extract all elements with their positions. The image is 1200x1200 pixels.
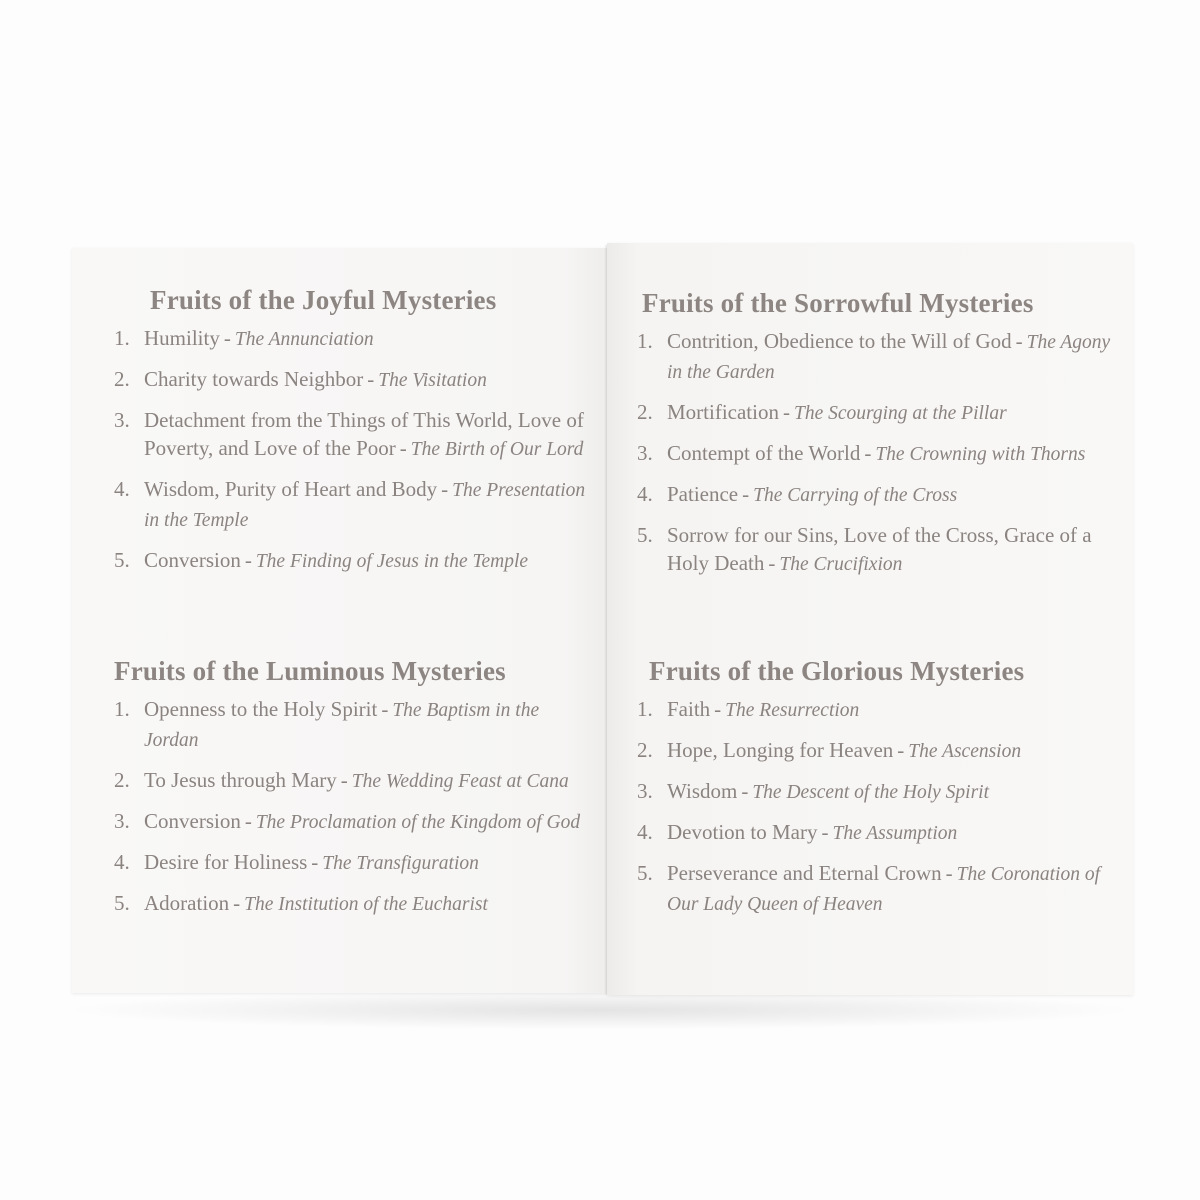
mystery-text: The Proclamation of the Kingdom of God (255, 812, 581, 833)
mystery-text: The Institution of the Eucharist (244, 894, 488, 915)
fruit-text: Faith (667, 697, 711, 721)
list-item: 2. Mortification - The Scourging at the Pillar (637, 400, 1007, 424)
list-item: 4. Devotion to Mary - The Assumption (637, 820, 958, 844)
item-number: 1. (114, 697, 130, 721)
list-item: 5. Adoration - The Institution of the Eucharist (114, 891, 488, 915)
list-item: 2. Charity towards Neighbor - The Visitation (114, 367, 487, 391)
fruit-text: Hope, Longing for Heaven (667, 738, 894, 762)
sorrowful-heading: Fruits of the Sorrowful Mysteries (642, 288, 1034, 318)
fruit-text: Conversion (144, 809, 241, 833)
item-number: 1. (114, 326, 130, 350)
item-number: 3. (637, 779, 653, 803)
mystery-text: The Carrying of the Cross (753, 485, 958, 506)
luminous-heading: Fruits of the Luminous Mysteries (114, 656, 506, 686)
left-page (72, 248, 607, 993)
list-item: 1. Humility - The Annunciation (114, 326, 374, 350)
item-number: 5. (114, 891, 130, 915)
fruit-text: Adoration (144, 891, 230, 915)
mystery-text: The Agony in the Garden (667, 332, 1111, 383)
mystery-text: The Baptism in the Jordan (144, 700, 540, 751)
mystery-text: The Scourging at the Pillar (793, 403, 1007, 424)
list-item: 2. To Jesus through Mary - The Wedding Feast at Cana (114, 768, 569, 792)
fruit-text: Wisdom, Purity of Heart and Body (144, 477, 438, 501)
fruit-text: Charity towards Neighbor (144, 367, 364, 391)
item-number: 2. (637, 400, 653, 424)
mystery-text: The Birth of Our Lord (410, 439, 584, 460)
list-item: 4. Desire for Holiness - The Transfiguration (114, 850, 479, 874)
right-page (607, 243, 1133, 995)
mystery-text: The Visitation (378, 370, 487, 391)
fruit-text: Desire for Holiness (144, 850, 308, 874)
fruit-text: Patience (667, 482, 739, 506)
list-item: 1. Openness to the Holy Spirit - The Baptism in the Jordan (114, 697, 540, 751)
list-item: 1. Faith - The Resurrection (637, 697, 860, 721)
list-item: 5. Conversion - The Finding of Jesus in the Temple (114, 548, 529, 572)
mystery-text: The Wedding Feast at Cana (351, 771, 569, 792)
item-number: 3. (114, 408, 130, 432)
joyful-mysteries-section (114, 285, 594, 587)
sorrowful-list (637, 327, 1127, 579)
list-item: 3. Detachment from the Things of This World, Love of Poverty, and Love of the Poor - The Birth of Our Lord (114, 408, 584, 460)
fruit-text: Devotion to Mary (667, 820, 818, 844)
glorious-heading: Fruits of the Glorious Mysteries (649, 656, 1025, 686)
item-number: 5. (114, 548, 130, 572)
list-item: 3. Conversion - The Proclamation of the Kingdom of God (114, 809, 581, 833)
item-number: 4. (637, 482, 653, 506)
mystery-text: The Assumption (832, 823, 958, 844)
item-number: 2. (114, 768, 130, 792)
list-item: 4. Patience - The Carrying of the Cross (637, 482, 958, 506)
mystery-text: The Transfiguration (322, 853, 479, 874)
fruit-text: Mortification (667, 400, 779, 424)
joyful-list (114, 324, 594, 576)
mystery-text: The Annunciation (234, 329, 374, 350)
item-number: 5. (637, 523, 653, 547)
luminous-list (114, 695, 594, 919)
fruit-text: Contrition, Obedience to the Will of God (667, 329, 1012, 353)
mystery-text: The Descent of the Holy Spirit (752, 782, 989, 803)
list-item: 3. Contempt of the World - The Crowning with Thorns (637, 441, 1086, 465)
glorious-mysteries-section (637, 656, 1127, 930)
list-item: 4. Wisdom, Purity of Heart and Body - The Presentation in the Temple (114, 477, 586, 531)
sorrowful-mysteries-section (637, 288, 1127, 590)
mystery-text: The Presentation in the Temple (144, 480, 586, 531)
item-number: 4. (114, 850, 130, 874)
item-number: 1. (637, 697, 653, 721)
joyful-heading: Fruits of the Joyful Mysteries (150, 285, 497, 315)
list-item: 1. Contrition, Obedience to the Will of God - The Agony in the Garden (637, 329, 1111, 383)
fruit-text: Contempt of the World (667, 441, 861, 465)
item-number: 4. (637, 820, 653, 844)
mystery-text: The Resurrection (725, 700, 860, 721)
card-shadow (60, 990, 1140, 1030)
item-number: 3. (637, 441, 653, 465)
fruit-text: Conversion (144, 548, 241, 572)
item-number: 2. (114, 367, 130, 391)
item-number: 5. (637, 861, 653, 885)
fruit-text: Humility (144, 326, 220, 350)
fruit-text: To Jesus through Mary (144, 768, 337, 792)
mystery-text: The Crucifixion (779, 554, 903, 575)
fruit-text: Wisdom (667, 779, 738, 803)
list-item: 5. Perseverance and Eternal Crown - The Coronation of Our Lady Queen of Heaven (637, 861, 1101, 915)
mystery-text: The Ascension (908, 741, 1022, 762)
mystery-text: The Crowning with Thorns (875, 444, 1086, 465)
list-item: 2. Hope, Longing for Heaven - The Ascension (637, 738, 1022, 762)
mystery-text: The Coronation of Our Lady Queen of Heaven (667, 864, 1101, 915)
glorious-list (637, 695, 1127, 919)
mystery-text: The Finding of Jesus in the Temple (255, 551, 529, 572)
fruit-text: Openness to the Holy Spirit (144, 697, 378, 721)
luminous-mysteries-section (114, 656, 594, 930)
fruit-text: Sorrow for our Sins, Love of the Cross, Grace of a Holy Death (667, 523, 1092, 575)
item-number: 3. (114, 809, 130, 833)
list-item: 5. Sorrow for our Sins, Love of the Cross, Grace of a Holy Death - The Crucifixion (637, 523, 1092, 575)
item-number: 4. (114, 477, 130, 501)
item-number: 1. (637, 329, 653, 353)
item-number: 2. (637, 738, 653, 762)
list-item: 3. Wisdom - The Descent of the Holy Spirit (637, 779, 989, 803)
fruit-text: Perseverance and Eternal Crown (667, 861, 942, 885)
fruit-text: Detachment from the Things of This World, Love of Poverty, and Love of the Poor (144, 408, 584, 460)
